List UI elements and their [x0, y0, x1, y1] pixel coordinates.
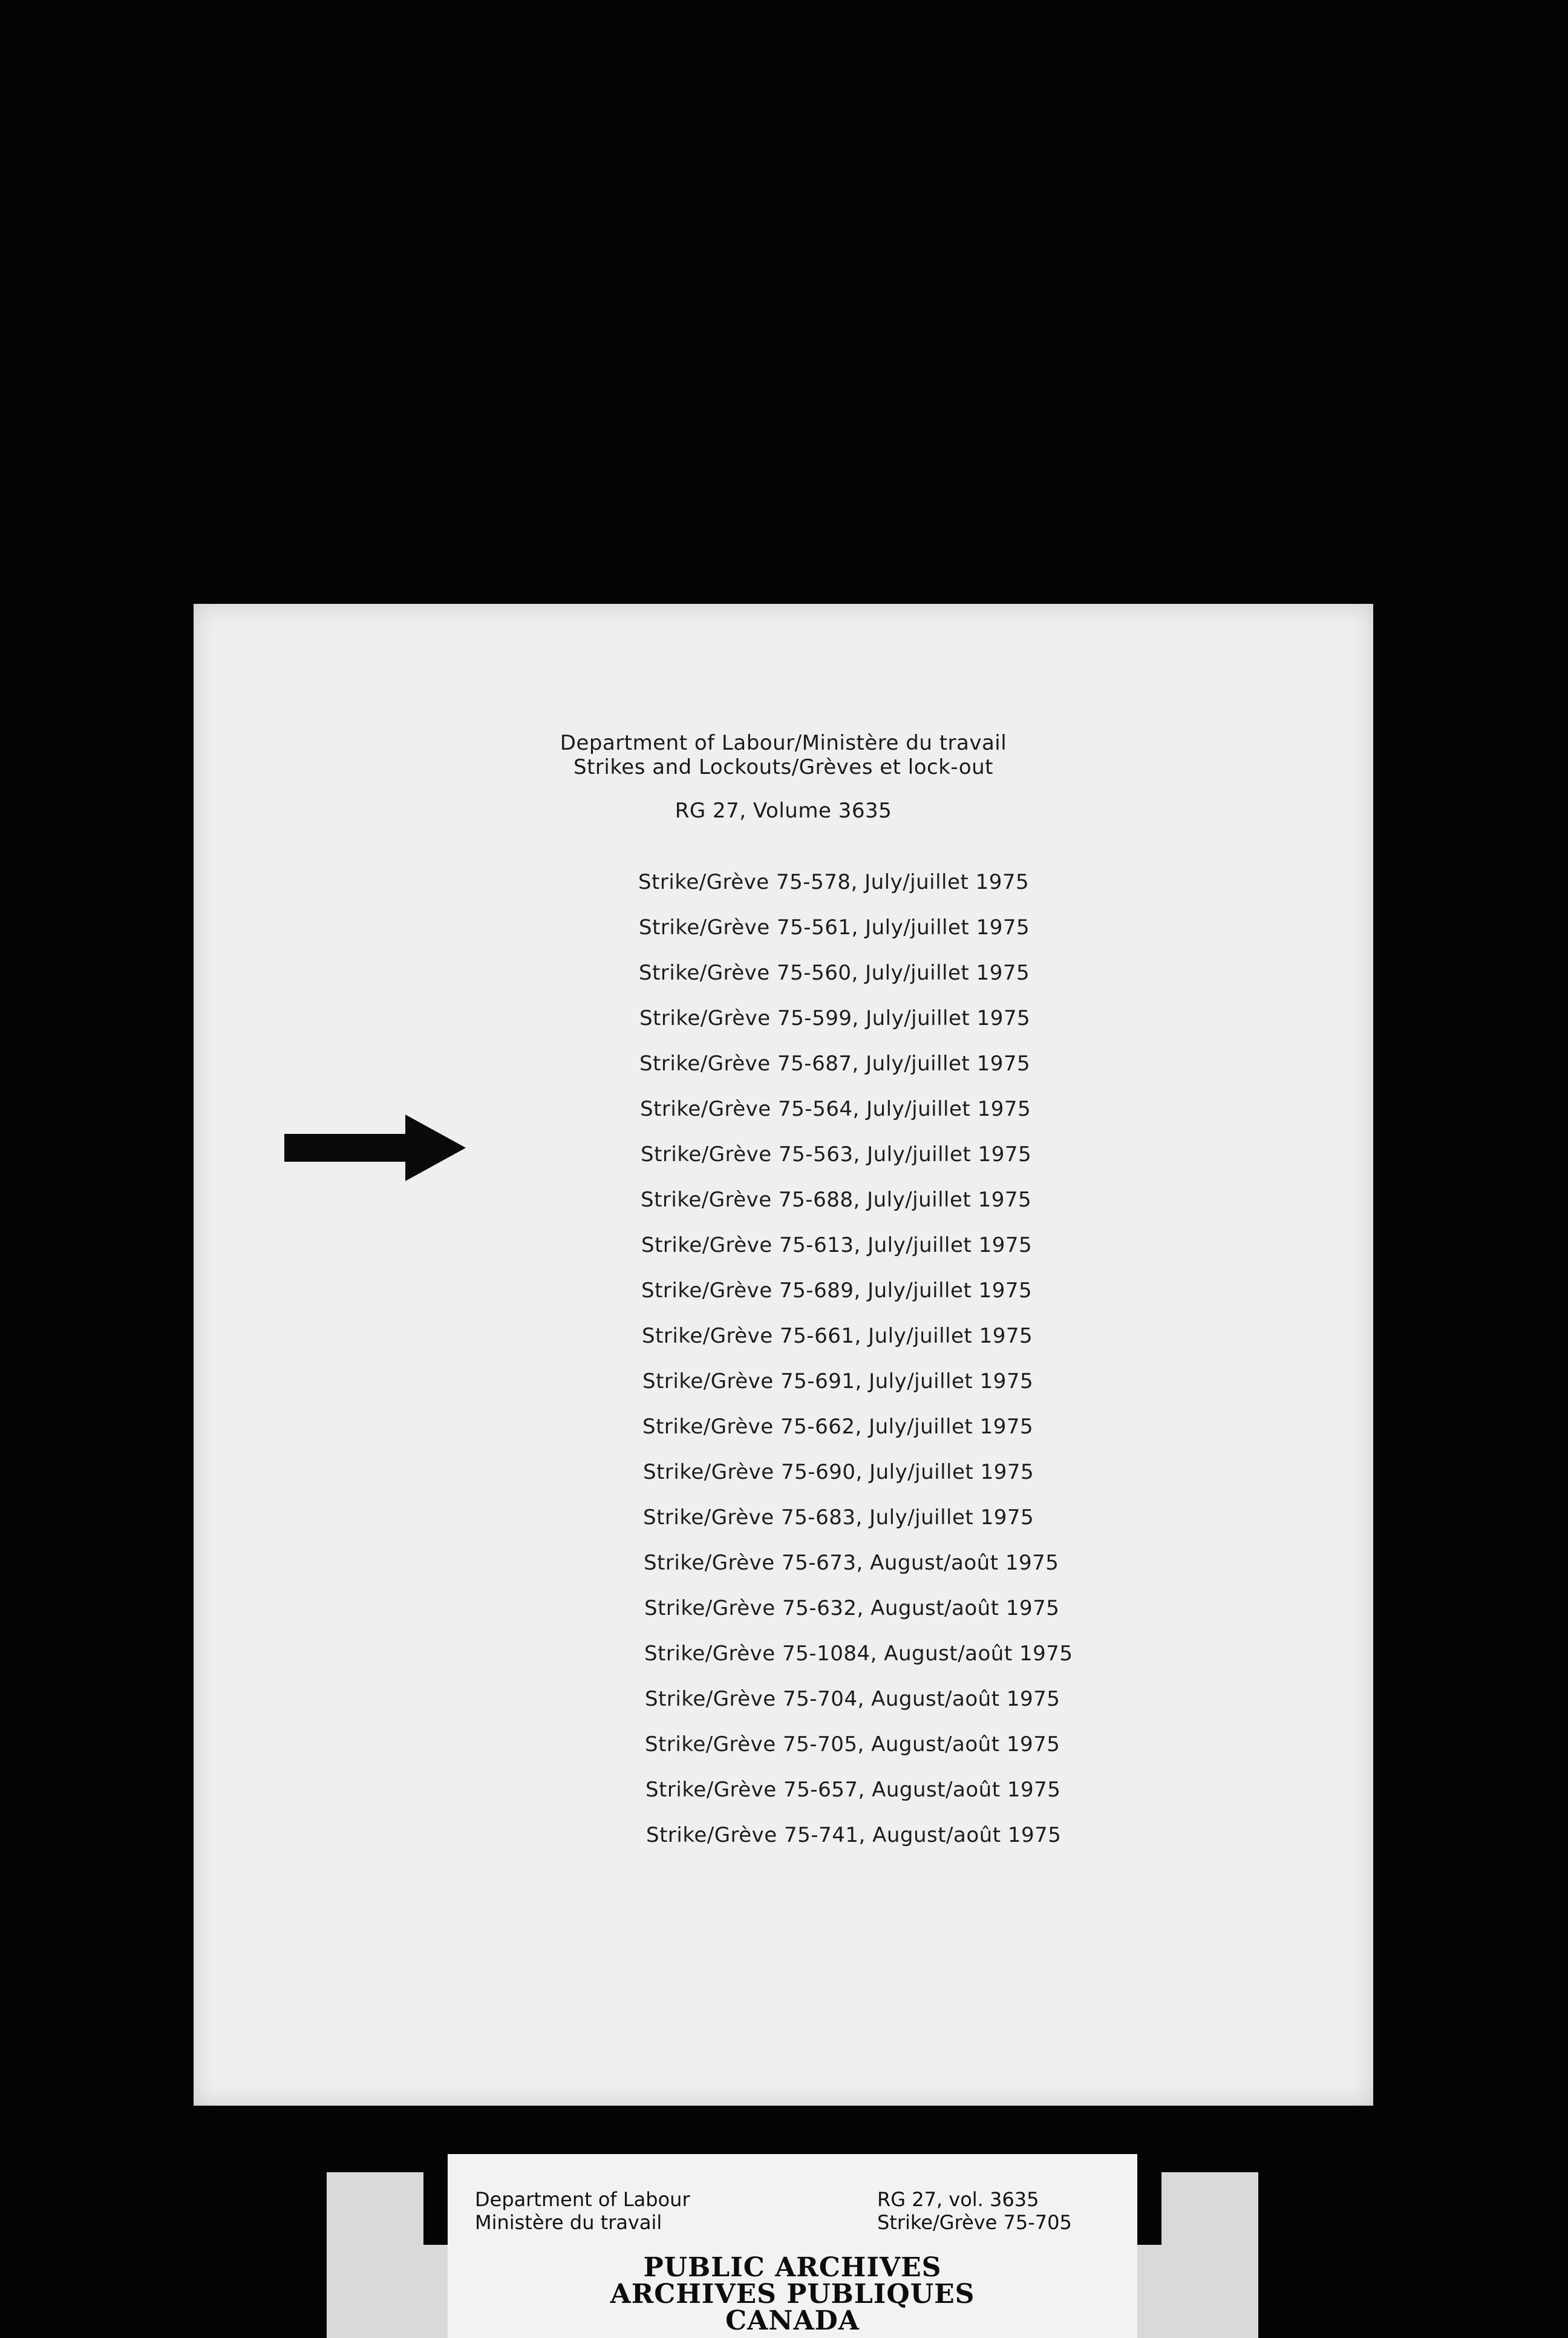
archive-label — [448, 2154, 1137, 2338]
strike-entry: Strike/Grève 75-599, July/juillet 1975 — [639, 1006, 1031, 1030]
strike-entry: Strike/Grève 75-613, July/juillet 1975 — [641, 1233, 1033, 1257]
strike-entry: Strike/Grève 75-690, July/juillet 1975 — [643, 1460, 1034, 1484]
label-dept-fr: Ministère du travail — [475, 2211, 662, 2234]
strike-entry: Strike/Grève 75-632, August/août 1975 — [644, 1596, 1060, 1620]
strike-entry: Strike/Grève 75-673, August/août 1975 — [644, 1551, 1059, 1575]
label-tab-right — [1137, 2154, 1161, 2245]
label-dept-en: Department of Labour — [475, 2188, 690, 2211]
strike-entry: Strike/Grève 75-688, July/juillet 1975 — [641, 1188, 1032, 1212]
strike-entry: Strike/Grève 75-563, July/juillet 1975 — [641, 1142, 1032, 1167]
label-reference — [877, 2188, 1072, 2234]
label-ref-volume: RG 27, vol. 3635 — [877, 2188, 1039, 2211]
header-department: Department of Labour/Ministère du travail — [560, 731, 1007, 755]
strike-entry: Strike/Grève 75-564, July/juillet 1975 — [640, 1097, 1031, 1121]
strike-entry: Strike/Grève 75-683, July/juillet 1975 — [643, 1505, 1034, 1530]
label-tab-left — [423, 2154, 448, 2245]
strike-entry: Strike/Grève 75-705, August/août 1975 — [645, 1732, 1060, 1757]
strike-entry: Strike/Grève 75-704, August/août 1975 — [645, 1687, 1060, 1711]
strike-entry: Strike/Grève 75-741, August/août 1975 — [646, 1823, 1062, 1847]
header-series: Strikes and Lockouts/Grèves et lock-out — [573, 755, 994, 779]
strike-entry: Strike/Grève 75-687, July/juillet 1975 — [639, 1052, 1031, 1076]
strike-entry: Strike/Grève 75-561, July/juillet 1975 — [639, 915, 1030, 940]
strike-entry: Strike/Grève 75-560, July/juillet 1975 — [639, 961, 1030, 985]
arrow-right-icon — [284, 1115, 466, 1181]
header-volume: RG 27, Volume 3635 — [675, 799, 892, 823]
stamp-line-public-archives: PUBLIC ARCHIVES — [643, 2252, 942, 2283]
label-department — [475, 2188, 690, 2234]
strike-entry: Strike/Grève 75-661, July/juillet 1975 — [642, 1324, 1033, 1348]
strike-entry: Strike/Grève 75-657, August/août 1975 — [645, 1778, 1061, 1802]
stamp-line-archives-publiques: ARCHIVES PUBLIQUES — [610, 2279, 975, 2310]
strike-entry: Strike/Grève 75-691, July/juillet 1975 — [642, 1369, 1034, 1393]
stamp-line-canada: CANADA — [725, 2305, 860, 2336]
label-ref-strike: Strike/Grève 75-705 — [877, 2211, 1072, 2234]
strike-entry: Strike/Grève 75-1084, August/août 1975 — [644, 1642, 1073, 1666]
strike-entry: Strike/Grève 75-578, July/juillet 1975 — [638, 870, 1030, 894]
strike-entry: Strike/Grève 75-662, July/juillet 1975 — [642, 1415, 1034, 1439]
document-page — [194, 604, 1373, 2106]
strike-entry: Strike/Grève 75-689, July/juillet 1975 — [641, 1279, 1033, 1303]
